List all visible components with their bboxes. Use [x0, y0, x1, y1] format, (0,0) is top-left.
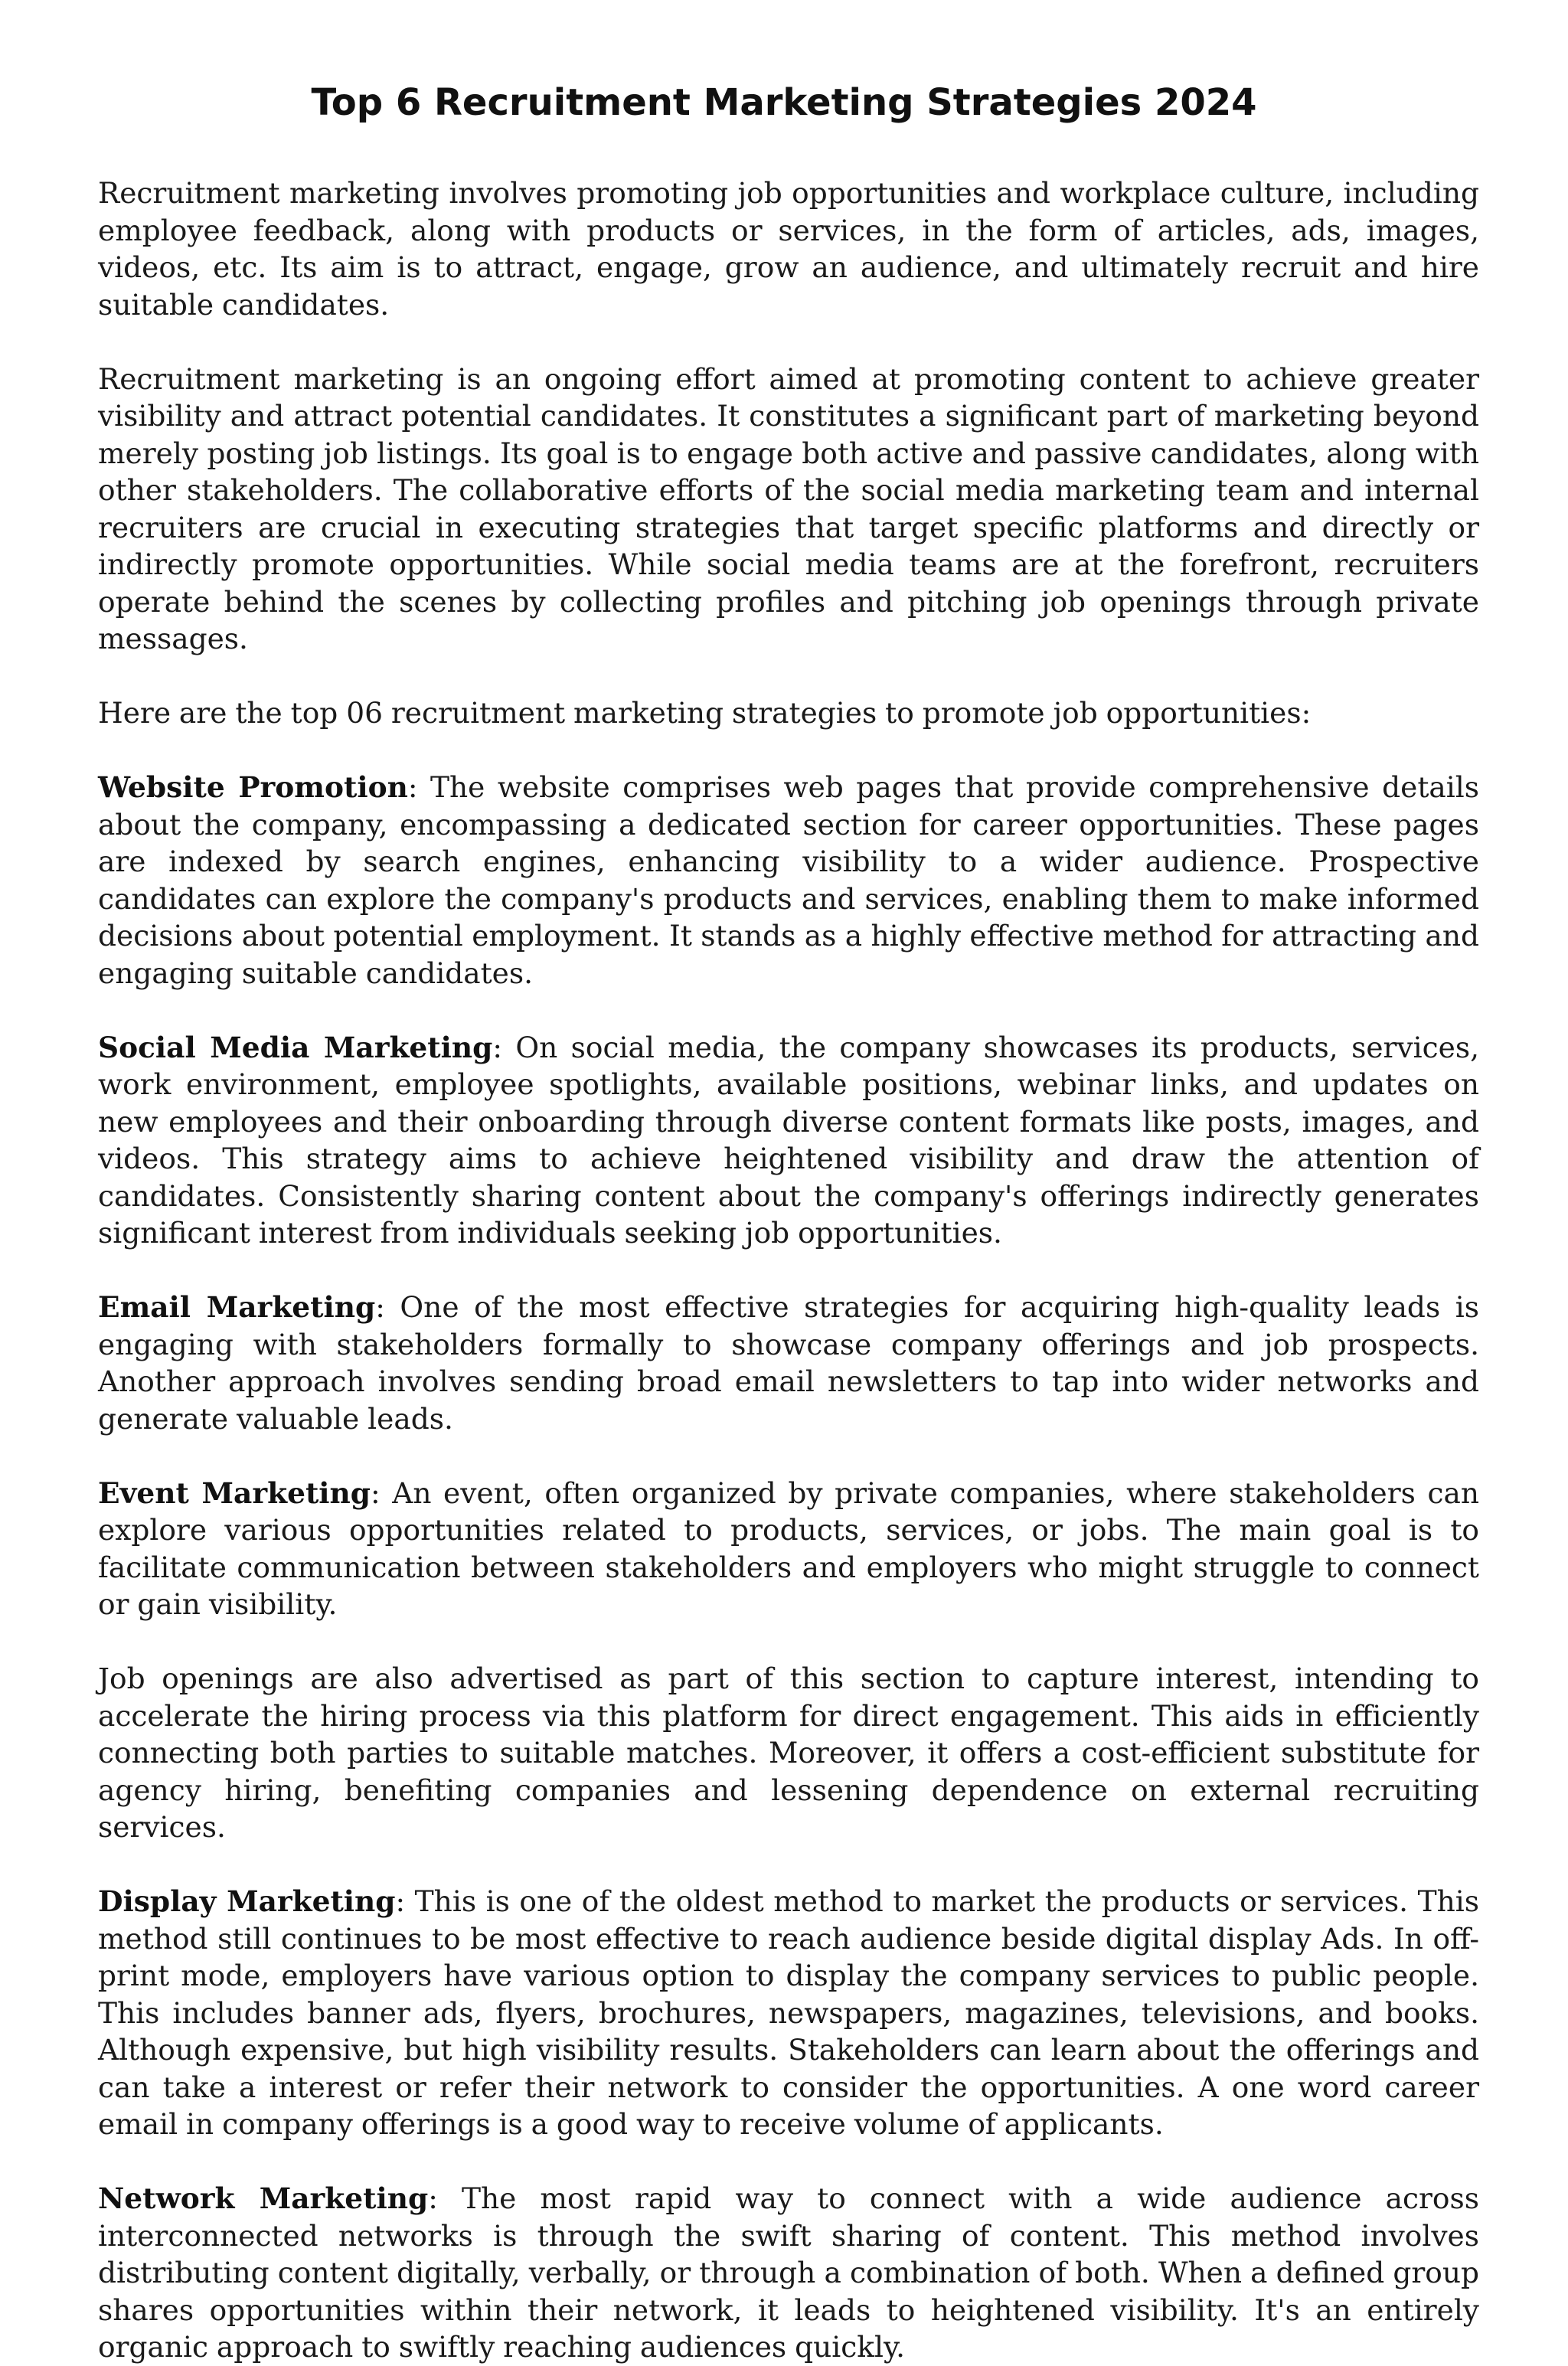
strategy-text: : The website comprises web pages that provide comprehensive details about the company, encompassing a dedicated section for career opportunities. These pages are indexed by search engines, enhancing visibility to a wider audience. Prospective candidates can explore the company's products and services, enabling them to make informed decisions about potential employment. It stands as a highly effective method for attracting and engaging suitable candidates. [98, 770, 1479, 990]
strategy-network-marketing [98, 2180, 1479, 2366]
intro-paragraph: Here are the top 06 recruitment marketing strategies to promote job opportunities: [98, 696, 1312, 730]
article-body [98, 175, 1479, 2366]
strategy-display-marketing [98, 1883, 1479, 2143]
strategy-heading: Network Marketing [98, 2181, 429, 2215]
strategy-heading: Website Promotion [98, 770, 408, 804]
strategy-event-marketing [98, 1475, 1479, 1623]
strategy-text: : On social media, the company showcases its products, services, work environment, employee spotlights, available positions, webinar links, and updates on new employees and their onboarding through diverse content formats like posts, images, and videos. This strategy aims to achieve heightened visibility and draw the attention of candidates. Consistently sharing content about the company's offerings indirectly generates significant interest from individuals seeking job opportunities. [98, 1030, 1480, 1250]
strategy-heading: Display Marketing [98, 1884, 396, 1918]
strategy-heading: Event Marketing [98, 1475, 371, 1510]
strategy-text: : The most rapid way to connect with a wide audience across interconnected networks is through the swift sharing of content. This method involves distributing content digitally, verbally, or through a combination of both. When a defined group shares opportunities within their network, it leads to heightened visibility. It's an entirely organic approach to swiftly reaching audiences quickly. [98, 2181, 1479, 2364]
intro-paragraph: Recruitment marketing is an ongoing effort aimed at promoting content to achieve greater visibility and attract potential candidates. It constitutes a significant part of marketing beyond merely posting job listings. Its goal is to engage both active and passive candidates, along with other stakeholders. The collaborative efforts of the social media marketing team and internal recruiters are crucial in executing strategies that target specific platforms and directly or indirectly promote opportunities. While social media teams are at the forefront, recruiters operate behind the scenes by collecting profiles and pitching job openings through private messages. [98, 361, 1479, 655]
page-title: Top 6 Recruitment Marketing Strategies 2024 [311, 81, 1257, 124]
event-marketing-followup: Job openings are also advertised as part of this section to capture interest, intending to accelerate the hiring process via this platform for direct engagement. This aids in efficiently connecting both parties to suitable matches. Moreover, it offers a cost-efficient substitute for agency hiring, benefiting companies and lessening dependence on external recruiting services. [98, 1662, 1479, 1844]
strategy-social-media-marketing [98, 1029, 1479, 1252]
strategy-text: : An event, often organized by private companies, where stakeholders can explore various opportunities related to products, services, or jobs. The main goal is to facilitate communication between stakeholders and employers who might struggle to connect or gain visibility. [98, 1475, 1479, 1621]
intro-paragraph: Recruitment marketing involves promoting job opportunities and workplace culture, including employee feedback, along with products or services, in the form of articles, ads, images, videos, etc. Its aim is to attract, engage, grow an audience, and ultimately recruit and hire suitable candidates. [98, 176, 1479, 322]
strategy-email-marketing [98, 1289, 1479, 1437]
strategy-website-promotion [98, 769, 1479, 992]
strategy-heading: Social Media Marketing [98, 1030, 493, 1064]
strategy-heading: Email Marketing [98, 1290, 376, 1324]
strategy-text: : One of the most effective strategies for acquiring high-quality leads is engaging with stakeholders formally to showcase company offerings and job prospects. Another approach involves sending broad email newsletters to tap into wider networks and generate valuable leads. [98, 1290, 1479, 1436]
strategy-text: : This is one of the oldest method to market the products or services. This method still continues to be most effective to reach audience beside digital display Ads. In off-print mode, employers have various option to display the company services to public people. This includes banner ads, flyers, brochures, newspapers, magazines, televisions, and books. Although expensive, but high visibility results. Stakeholders can learn about the offerings and can take a interest or refer their network to consider the opportunities. A one word career email in company offerings is a good way to receive volume of applicants. [98, 1884, 1479, 2141]
